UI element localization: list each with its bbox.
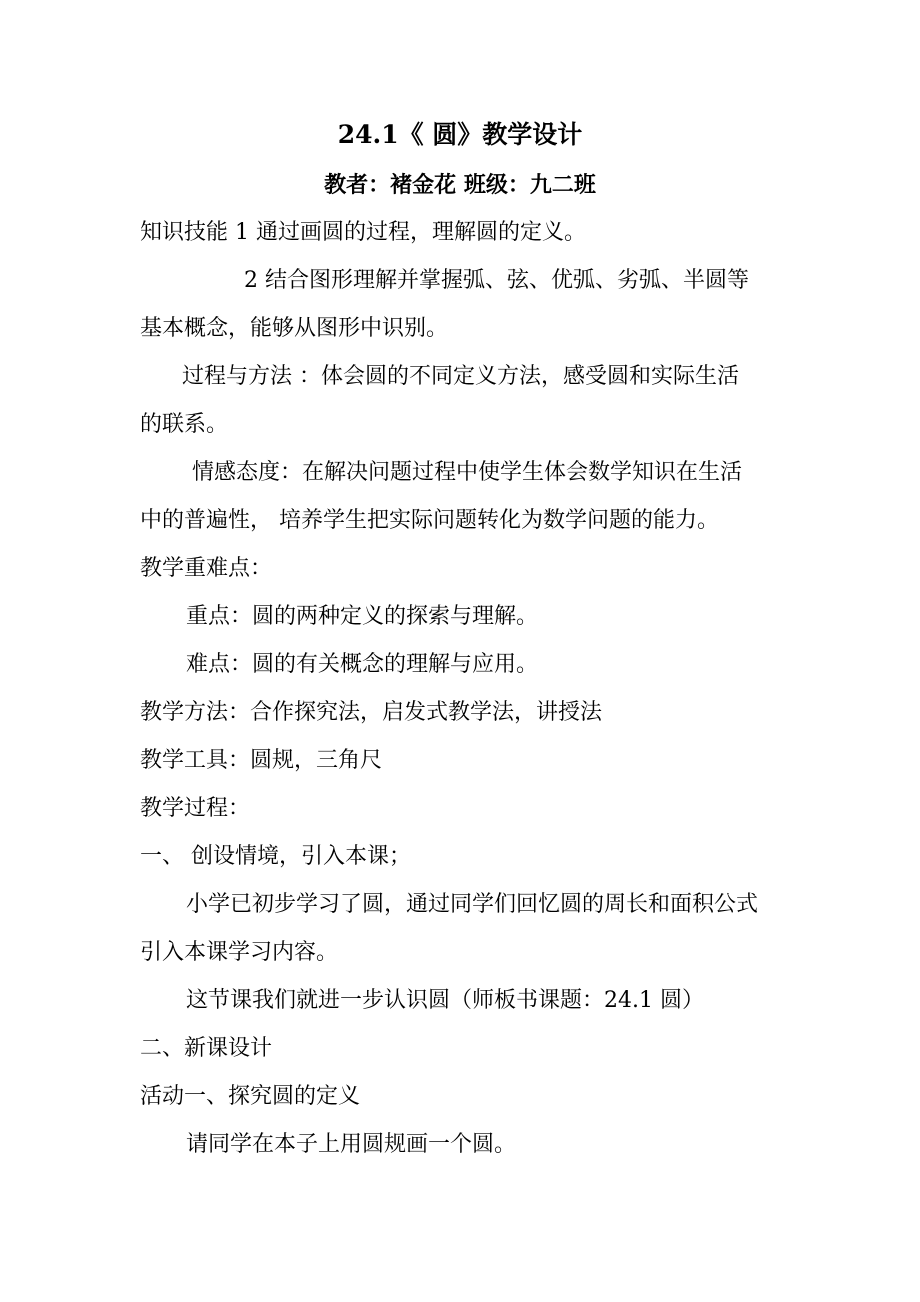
teaching-method-line: 教学方法：合作探究法，启发式教学法，讲授法: [140, 700, 603, 725]
objective-emotion-line-1: 情感态度：在解决问题过程中使学生体会数学知识在生活: [192, 460, 743, 485]
activity-one-instruction: 请同学在本子上用圆规画一个圆。: [186, 1132, 517, 1157]
section-one-heading: 一、 创设情境，引入本课；: [140, 844, 411, 869]
objective-process-line-2: 的联系。: [140, 412, 229, 437]
section-one-paragraph-line-3: 这节课我们就进一步认识圆（师板书课题：24.1 圆）: [186, 988, 704, 1013]
document-title: 24.1《 圆》教学设计: [337, 120, 583, 149]
objective-knowledge-line-1: 知识技能 1 通过画圆的过程，理解圆的定义。: [140, 220, 586, 245]
section-one-paragraph-line-1: 小学已初步学习了圆，通过同学们回忆圆的周长和面积公式: [186, 892, 759, 917]
section-one-paragraph-line-2: 引入本课学习内容。: [140, 940, 339, 965]
difficult-point-line: 难点：圆的有关概念的理解与应用。: [186, 652, 539, 677]
key-points-heading: 教学重难点：: [140, 556, 273, 581]
document-subtitle: 教者：褚金花 班级：九二班: [324, 172, 596, 198]
objective-process-line-1: 过程与方法 ：体会圆的不同定义方法，感受圆和实际生活: [182, 364, 739, 389]
key-point-line: 重点：圆的两种定义的探索与理解。: [186, 604, 539, 629]
objective-knowledge-line-2: 2 结合图形理解并掌握弧、弦、优弧、劣弧、半圆等: [244, 268, 749, 293]
teaching-tools-line: 教学工具：圆规，三角尺: [140, 748, 383, 773]
objective-emotion-line-2: 中的普遍性， 培养学生把实际问题转化为数学问题的能力。: [140, 508, 719, 533]
activity-one-heading: 活动一、探究圆的定义: [140, 1084, 361, 1109]
teaching-process-heading: 教学过程：: [140, 796, 251, 821]
section-two-heading: 二、新课设计: [140, 1036, 273, 1061]
objective-knowledge-line-3: 基本概念，能够从图形中识别。: [140, 316, 449, 341]
